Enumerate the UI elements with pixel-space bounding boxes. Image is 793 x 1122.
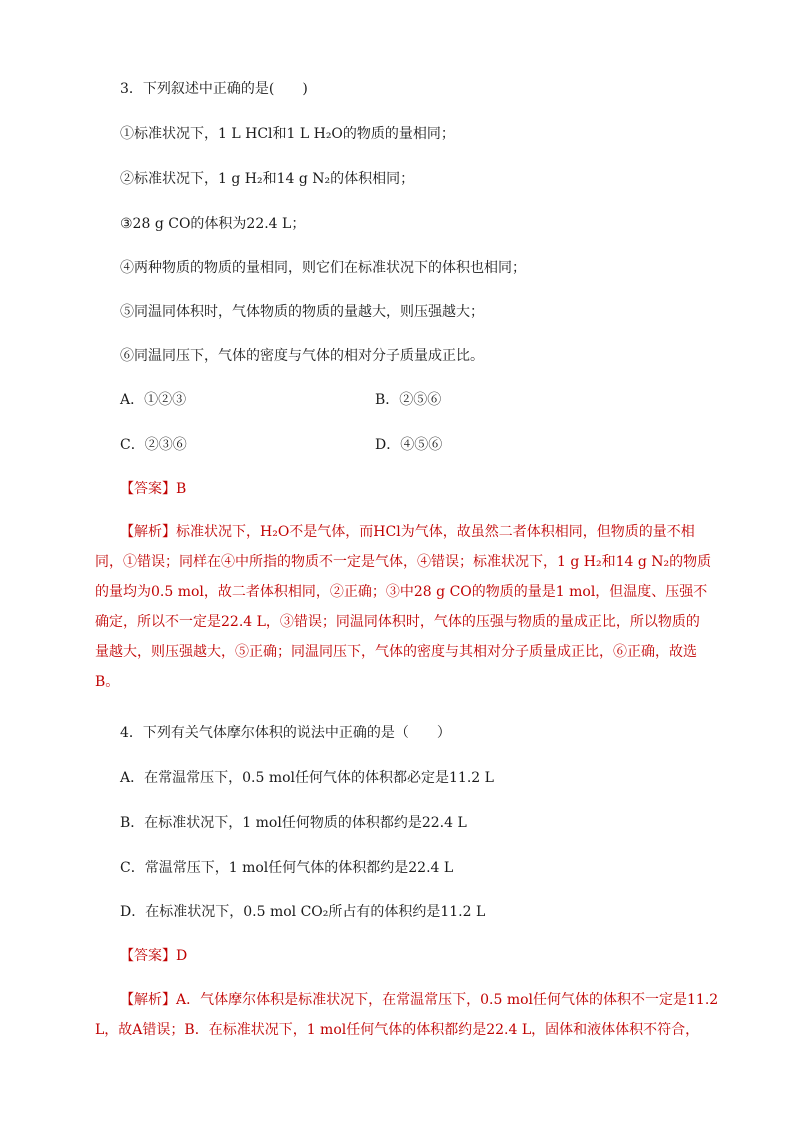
q3-option-c: C．②③⑥: [120, 437, 187, 453]
q3-analysis-line-5: 量越大，则压强越大，⑤正确；同温同压下，气体的密度与其相对分子质量成正比，⑥正确，故选: [95, 644, 697, 660]
q3-statement-2: ②标准状况下，1 g H₂和14 g N₂的体积相同；: [120, 171, 415, 187]
question-4-stem: 4．下列有关气体摩尔体积的说法中正确的是（ ）: [120, 725, 451, 741]
q3-analysis-line-1: 【解析】标准状况下，H₂O不是气体，而HCl为气体，故虽然二者体积相同，但物质的量不相: [120, 524, 695, 540]
q3-statement-6: ⑥同温同压下，气体的密度与气体的相对分子质量成正比。: [120, 348, 484, 364]
q3-statement-3: ③28 g CO的体积为22.4 L；: [120, 216, 306, 232]
q3-analysis-line-2: 同，①错误；同样在④中所指的物质不一定是气体，④错误；标准状况下，1 g H₂和14 g N₂的物质: [95, 554, 712, 570]
q4-analysis-line-1: 【解析】A．气体摩尔体积是标准状况下，在常温常压下，0.5 mol任何气体的体积不一定是11.2: [120, 992, 719, 1008]
q3-analysis-line-3: 的量均为0.5 mol，故二者体积相同，②正确；③中28 g CO的物质的量是1 mol，但温度、压强不: [95, 584, 708, 600]
q3-option-a: A．①②③: [120, 392, 187, 408]
q4-option-a: A．在常温常压下，0.5 mol任何气体的体积都必定是11.2 L: [120, 770, 494, 786]
q4-option-d: D．在标准状况下，0.5 mol CO₂所占有的体积约是11.2 L: [120, 904, 486, 920]
question-3-stem: 3．下列叙述中正确的是( ): [120, 81, 308, 97]
q3-answer: 【答案】B: [120, 481, 187, 497]
q3-option-b: B．②⑤⑥: [375, 392, 442, 408]
q3-analysis: [95, 517, 712, 697]
q3-analysis-line-6: B。: [95, 674, 120, 690]
q3-option-d: D．④⑤⑥: [375, 437, 443, 453]
q3-analysis-line-4: 确定，所以不一定是22.4 L，③错误；同温同体积时，气体的压强与物质的量成正比，所以物质的: [95, 614, 700, 630]
q3-statement-1: ①标准状况下，1 L HCl和1 L H₂O的物质的量相同；: [120, 126, 455, 142]
q3-statement-5: ⑤同温同体积时，气体物质的物质的量越大，则压强越大；: [120, 304, 484, 320]
q4-answer: 【答案】D: [120, 948, 188, 964]
q4-analysis: [95, 985, 719, 1045]
q3-statement-4: ④两种物质的物质的量相同，则它们在标准状况下的体积也相同；: [120, 260, 526, 276]
q4-option-c: C．常温常压下，1 mol任何气体的体积都约是22.4 L: [120, 860, 454, 876]
q4-option-b: B．在标准状况下，1 mol任何物质的体积都约是22.4 L: [120, 815, 467, 831]
q4-analysis-line-2: L，故A错误；B．在标准状况下，1 mol任何气体的体积都约是22.4 L，固体和液体体积不符合，: [95, 1022, 700, 1038]
